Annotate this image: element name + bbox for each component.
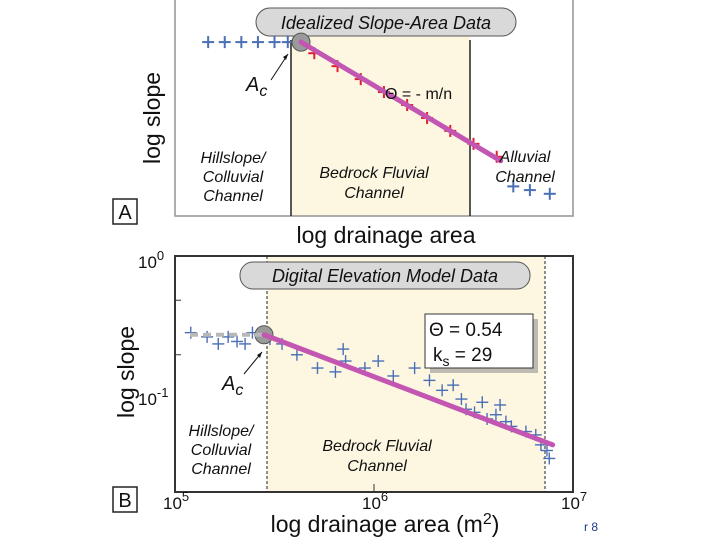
panel-b (113, 248, 587, 537)
region-bedrock-a-line1: Bedrock Fluvial (319, 165, 429, 182)
data-point-b-0 (185, 327, 197, 339)
panel-letter-b: B (118, 490, 132, 512)
chart-title-b: Digital Elevation Model Data (271, 266, 499, 286)
region-hillslope-b-line1: Hillslope/ (188, 423, 254, 440)
footer-text: r 8 (584, 520, 599, 534)
region-hillslope-b-line3: Channel (191, 461, 251, 478)
x-axis-label-a: log drainage area (296, 222, 476, 248)
data-point-a-0-2 (235, 36, 247, 48)
y-tick-label-0: $10^0$ (138, 248, 165, 272)
region-hillslope-a-line3: Channel (203, 188, 263, 205)
region-bedrock-b-line1: Bedrock Fluvial (322, 438, 432, 455)
panel-letter-a: A (118, 202, 132, 224)
data-point-a-0-4 (269, 36, 281, 48)
theta-annotation-a: Θ = - m/n (385, 86, 453, 103)
x-tick-label-2: $10^7$ (561, 489, 588, 513)
region-hillslope-a-line2: Colluvial (202, 169, 264, 186)
region-bedrock-b-line2: Channel (347, 458, 407, 475)
theta-stat: Θ = 0.54 (429, 320, 503, 341)
critical-area-label-b: $A_c$ (222, 373, 244, 399)
data-point-b-2 (212, 338, 224, 350)
y-tick-label-1: $10^{-1}$ (138, 385, 169, 409)
region-hillslope-a (201, 150, 267, 205)
data-point-a-2-2 (544, 188, 556, 200)
region-hillslope-a-line1: Hillslope/ (200, 150, 266, 167)
data-point-b-5 (239, 338, 251, 350)
region-alluvial-a-line2: Channel (495, 169, 555, 186)
data-point-a-0-3 (252, 36, 264, 48)
x-tick-label-0: $10^5$ (163, 489, 190, 513)
region-hillslope-b (189, 423, 255, 478)
x-tick-label-1: $10^6$ (362, 489, 389, 513)
data-point-a-0-0 (202, 36, 214, 48)
region-hillslope-b-line2: Colluvial (190, 442, 252, 459)
critical-area-arrowhead-a (283, 54, 288, 60)
bedrock-region-b (267, 256, 545, 492)
panel-a (113, 0, 573, 248)
region-alluvial-a-line1: Alluvial (499, 149, 551, 166)
x-axis-label-b: log drainage area $(m^2)$ (270, 511, 500, 537)
region-bedrock-a-line2: Channel (344, 185, 404, 202)
chart-title-a: Idealized Slope-Area Data (280, 13, 492, 33)
region-alluvial-a (495, 149, 555, 186)
y-axis-label-a: log slope (139, 71, 165, 165)
ks-stat: $k_s = 29$ (433, 345, 493, 369)
y-axis-label-b: log slope (113, 325, 139, 419)
critical-area-label-a: $A_c$ (246, 74, 268, 100)
data-point-a-0-1 (219, 36, 231, 48)
data-point-b-1 (201, 331, 213, 343)
